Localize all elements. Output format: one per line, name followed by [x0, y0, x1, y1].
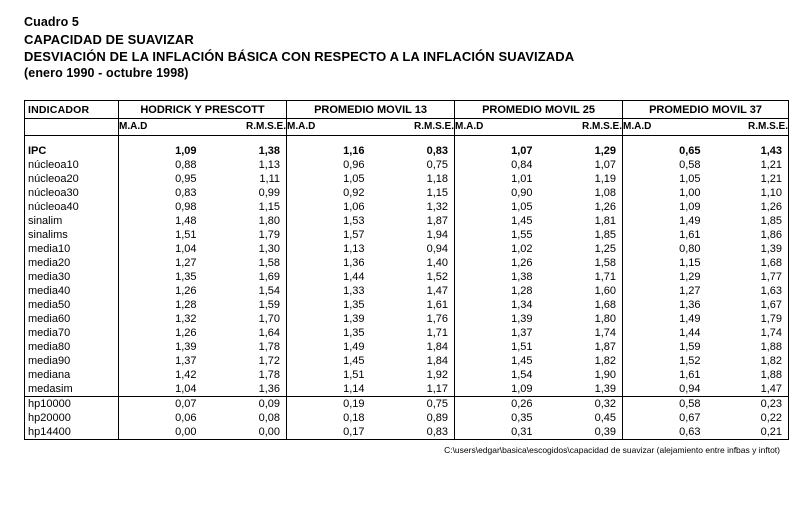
cell-value: 1,79 — [760, 313, 782, 325]
cell-value: 1,26 — [760, 201, 782, 213]
cell-value: 1,36 — [343, 257, 365, 269]
cell-value: 0,17 — [287, 425, 371, 440]
table-spacer-row — [25, 136, 789, 145]
cell-value: 1,84 — [371, 354, 455, 368]
cell-value: 1,70 — [203, 312, 287, 326]
table-row — [25, 256, 789, 270]
cell-value: 1,29 — [539, 144, 623, 158]
cell-value: 0,92 — [343, 187, 365, 199]
cell-value: 1,35 — [343, 299, 365, 311]
row-label: núcleoa30 — [25, 186, 119, 200]
cell-value: 0,96 — [343, 159, 365, 171]
cell-value: 1,34 — [511, 299, 533, 311]
cell-value: 1,32 — [175, 313, 197, 325]
cell-value: 1,26 — [175, 327, 197, 339]
cell-value: 0,08 — [203, 411, 287, 425]
table-row — [25, 368, 789, 382]
cell-value: 1,38 — [511, 271, 533, 283]
cell-value: 1,71 — [371, 326, 455, 340]
table-row — [25, 354, 789, 368]
cell-value: 0,22 — [760, 412, 782, 424]
cell-value: 1,15 — [371, 186, 455, 200]
cell-value: 0,95 — [175, 173, 197, 185]
cell-value: 0,84 — [511, 159, 533, 171]
cell-value: 1,58 — [539, 256, 623, 270]
row-label: media50 — [25, 298, 119, 312]
cell-value: 1,30 — [203, 242, 287, 256]
cell-value: 1,71 — [539, 270, 623, 284]
cell-value: 1,51 — [343, 369, 365, 381]
cell-value: 1,45 — [511, 215, 533, 227]
cell-value: 1,72 — [203, 354, 287, 368]
cell-value: 0,09 — [203, 397, 287, 412]
header-group-hp: HODRICK Y PRESCOTT — [119, 101, 287, 119]
table-header-groups — [25, 101, 789, 119]
cell-value: 0,45 — [539, 411, 623, 425]
table-row — [25, 228, 789, 242]
cell-value: 0,80 — [679, 243, 701, 255]
row-label: media90 — [25, 354, 119, 368]
cell-value: 0,88 — [175, 159, 197, 171]
cell-value: 0,06 — [175, 412, 197, 424]
table-row — [25, 158, 789, 172]
title-line-1: CAPACIDAD DE SUAVIZAR — [24, 32, 194, 47]
header-group-pm13: PROMEDIO MOVIL 13 — [287, 101, 455, 119]
cell-value: 0,75 — [371, 397, 455, 412]
header-rmse-hp: R.M.S.E. — [203, 119, 287, 136]
cell-value: 0,58 — [679, 159, 701, 171]
header-group-pm25: PROMEDIO MOVIL 25 — [455, 101, 623, 119]
cell-value: 1,37 — [511, 327, 533, 339]
footnote: C:\users\edgar\basica\escogidos\capacidad de suavizar (alejamiento entre infbas y inftot) — [444, 445, 780, 455]
cell-value: 0,63 — [623, 425, 707, 440]
row-label: núcleoa10 — [25, 158, 119, 172]
cell-value: 1,39 — [760, 243, 782, 255]
row-label: sinalims — [25, 228, 119, 242]
title-period: (enero 1990 - octubre 1998) — [24, 66, 189, 80]
cell-value: 1,52 — [679, 355, 701, 367]
cell-value: 0,67 — [679, 412, 701, 424]
cell-value: 1,27 — [175, 257, 197, 269]
cell-value: 1,04 — [175, 383, 197, 395]
cell-value: 1,44 — [343, 271, 365, 283]
cell-value: 0,07 — [119, 397, 203, 412]
cell-value: 1,45 — [511, 355, 533, 367]
cell-value: 1,49 — [679, 215, 701, 227]
header-group-pm37: PROMEDIO MOVIL 37 — [623, 101, 789, 119]
cell-value: 1,36 — [679, 299, 701, 311]
cell-value: 1,05 — [679, 173, 701, 185]
cell-value: 1,09 — [679, 201, 701, 213]
row-label: mediana — [25, 368, 119, 382]
cell-value: 1,10 — [760, 187, 782, 199]
table-row — [25, 214, 789, 228]
cell-value: 1,59 — [203, 298, 287, 312]
cell-value: 1,84 — [371, 340, 455, 354]
cell-value: 1,02 — [511, 243, 533, 255]
cell-value: 1,85 — [760, 215, 782, 227]
cell-value: 1,58 — [203, 256, 287, 270]
header-mad-pm13: M.A.D — [287, 119, 371, 136]
cell-value: 0,19 — [287, 397, 371, 412]
table-header — [25, 101, 789, 136]
cell-value: 1,77 — [760, 271, 782, 283]
row-label: media20 — [25, 256, 119, 270]
cell-value: 1,54 — [203, 284, 287, 298]
table-row — [25, 144, 789, 158]
cell-value: 1,26 — [539, 200, 623, 214]
cell-value: 1,76 — [371, 312, 455, 326]
cell-value: 0,35 — [511, 412, 533, 424]
row-label: núcleoa20 — [25, 172, 119, 186]
cell-value: 0,75 — [371, 158, 455, 172]
row-label: sinalim — [25, 214, 119, 228]
cell-value: 0,39 — [539, 425, 623, 440]
cell-value: 1,35 — [343, 327, 365, 339]
cell-value: 1,39 — [343, 313, 365, 325]
cell-value: 1,14 — [343, 383, 365, 395]
cell-value: 1,68 — [760, 257, 782, 269]
cell-value: 1,44 — [679, 327, 701, 339]
cell-value: 1,78 — [203, 340, 287, 354]
cell-value: 1,21 — [760, 159, 782, 171]
cell-value: 0,58 — [623, 397, 707, 412]
cell-value: 1,39 — [175, 341, 197, 353]
row-label: media40 — [25, 284, 119, 298]
cell-value: 1,09 — [175, 145, 197, 157]
cell-value: 1,61 — [679, 369, 701, 381]
cell-value: 1,15 — [679, 257, 701, 269]
cell-value: 1,90 — [539, 368, 623, 382]
table-row — [25, 270, 789, 284]
cell-value: 1,27 — [679, 285, 701, 297]
cell-value: 1,51 — [175, 229, 197, 241]
cell-value: 0,65 — [679, 145, 701, 157]
cell-value: 1,38 — [203, 144, 287, 158]
header-indicator: INDICADOR — [25, 101, 119, 119]
cell-value: 0,21 — [707, 425, 789, 440]
cell-value: 1,26 — [511, 257, 533, 269]
cell-value: 1,79 — [203, 228, 287, 242]
cell-value: 1,57 — [343, 229, 365, 241]
row-label: media70 — [25, 326, 119, 340]
cell-value: 0,00 — [119, 425, 203, 440]
cell-value: 1,47 — [760, 383, 782, 395]
cell-value: 0,98 — [175, 201, 197, 213]
cell-value: 1,67 — [760, 299, 782, 311]
cell-value: 1,85 — [539, 228, 623, 242]
cell-value: 1,01 — [511, 173, 533, 185]
cell-value: 1,64 — [203, 326, 287, 340]
header-rmse-pm13: R.M.S.E. — [371, 119, 455, 136]
cell-value: 1,19 — [539, 172, 623, 186]
cell-value: 1,13 — [343, 243, 365, 255]
cell-value: 1,61 — [679, 229, 701, 241]
table-number: Cuadro 5 — [24, 15, 79, 29]
header-mad-hp: M.A.D — [119, 119, 203, 136]
cell-value: 1,21 — [760, 173, 782, 185]
cell-value: 1,92 — [371, 368, 455, 382]
cell-value: 1,28 — [511, 285, 533, 297]
cell-value: 0,23 — [707, 397, 789, 412]
cell-value: 1,36 — [203, 382, 287, 397]
header-mad-pm25: M.A.D — [455, 119, 539, 136]
cell-value: 1,74 — [539, 326, 623, 340]
cell-value: 1,37 — [175, 355, 197, 367]
cell-value: 0,89 — [371, 411, 455, 425]
cell-value: 0,83 — [371, 144, 455, 158]
cell-value: 1,51 — [511, 341, 533, 353]
table-row — [25, 242, 789, 256]
cell-value: 1,11 — [203, 172, 287, 186]
cell-value: 0,94 — [371, 242, 455, 256]
table-body — [25, 136, 789, 440]
cell-value: 1,55 — [511, 229, 533, 241]
cell-value: 1,49 — [343, 341, 365, 353]
cell-value: 1,09 — [511, 383, 533, 395]
row-label: medasim — [25, 382, 119, 397]
cell-value: 1,40 — [371, 256, 455, 270]
table-row — [25, 298, 789, 312]
cell-value: 1,17 — [371, 382, 455, 397]
results-table — [24, 100, 789, 440]
cell-value: 1,33 — [343, 285, 365, 297]
cell-value: 0,00 — [203, 425, 287, 440]
table-row — [25, 186, 789, 200]
cell-value: 1,05 — [511, 201, 533, 213]
cell-value: 1,80 — [539, 312, 623, 326]
cell-value: 1,63 — [760, 285, 782, 297]
cell-value: 0,94 — [679, 383, 701, 395]
row-label: media60 — [25, 312, 119, 326]
row-label: media30 — [25, 270, 119, 284]
cell-value: 1,59 — [679, 341, 701, 353]
cell-value: 1,86 — [760, 229, 782, 241]
cell-value: 1,07 — [511, 145, 533, 157]
cell-value: 1,08 — [539, 186, 623, 200]
table-row — [25, 326, 789, 340]
cell-value: 1,82 — [760, 355, 782, 367]
cell-value: 1,52 — [371, 270, 455, 284]
cell-value: 1,07 — [539, 158, 623, 172]
cell-value: 1,32 — [371, 200, 455, 214]
header-rmse-pm25: R.M.S.E. — [539, 119, 623, 136]
header-blank — [25, 119, 119, 136]
header-rmse-pm37: R.M.S.E. — [707, 119, 789, 136]
cell-value: 1,25 — [539, 242, 623, 256]
cell-value: 0,83 — [175, 187, 197, 199]
cell-value: 1,29 — [679, 271, 701, 283]
row-label: media10 — [25, 242, 119, 256]
table-row — [25, 425, 789, 440]
cell-value: 1,26 — [175, 285, 197, 297]
cell-value: 1,61 — [371, 298, 455, 312]
cell-value: 1,48 — [175, 215, 197, 227]
table-row — [25, 284, 789, 298]
cell-value: 0,32 — [539, 397, 623, 412]
cell-value: 1,49 — [679, 313, 701, 325]
table-row — [25, 397, 789, 412]
cell-value: 1,88 — [760, 369, 782, 381]
row-label: núcleoa40 — [25, 200, 119, 214]
cell-value: 1,00 — [679, 187, 701, 199]
cell-value: 1,39 — [511, 313, 533, 325]
cell-value: 1,68 — [539, 298, 623, 312]
title-line-2: DESVIACIÓN DE LA INFLACIÓN BÁSICA CON RESPECTO A LA INFLACIÓN SUAVIZADA — [24, 49, 575, 64]
cell-value: 1,06 — [343, 201, 365, 213]
row-label: hp10000 — [25, 397, 119, 412]
cell-value: 1,18 — [371, 172, 455, 186]
cell-value: 0,90 — [511, 187, 533, 199]
table-row — [25, 382, 789, 397]
cell-value: 1,74 — [760, 327, 782, 339]
cell-value: 1,39 — [539, 382, 623, 397]
cell-value: 1,80 — [203, 214, 287, 228]
cell-value: 0,18 — [343, 412, 365, 424]
cell-value: 1,87 — [371, 214, 455, 228]
cell-value: 1,88 — [760, 341, 782, 353]
table-row — [25, 172, 789, 186]
header-mad-pm37: M.A.D — [623, 119, 707, 136]
cell-value: 1,82 — [539, 354, 623, 368]
row-label: hp20000 — [25, 411, 119, 425]
cell-value: 1,53 — [343, 215, 365, 227]
cell-value: 1,28 — [175, 299, 197, 311]
cell-value: 1,42 — [175, 369, 197, 381]
table-header-measures — [25, 119, 789, 136]
cell-value: 0,26 — [455, 397, 539, 412]
row-label: IPC — [25, 144, 119, 158]
cell-value: 1,05 — [343, 173, 365, 185]
cell-value: 1,45 — [343, 355, 365, 367]
cell-value: 1,60 — [539, 284, 623, 298]
cell-value: 0,99 — [203, 186, 287, 200]
row-label: hp14400 — [25, 425, 119, 440]
cell-value: 1,47 — [371, 284, 455, 298]
cell-value: 1,43 — [760, 145, 782, 157]
cell-value: 1,35 — [175, 271, 197, 283]
title-block — [24, 14, 791, 82]
cell-value: 1,69 — [203, 270, 287, 284]
table-row — [25, 411, 789, 425]
cell-value: 1,54 — [511, 369, 533, 381]
cell-value: 1,16 — [343, 145, 365, 157]
cell-value: 1,94 — [371, 228, 455, 242]
cell-value: 1,13 — [203, 158, 287, 172]
cell-value: 1,81 — [539, 214, 623, 228]
table-row — [25, 200, 789, 214]
cell-value: 1,78 — [203, 368, 287, 382]
table-row — [25, 340, 789, 354]
cell-value: 0,31 — [455, 425, 539, 440]
row-label: media80 — [25, 340, 119, 354]
cell-value: 1,04 — [175, 243, 197, 255]
cell-value: 1,15 — [203, 200, 287, 214]
table-row — [25, 312, 789, 326]
cell-value: 0,83 — [371, 425, 455, 440]
cell-value: 1,87 — [539, 340, 623, 354]
